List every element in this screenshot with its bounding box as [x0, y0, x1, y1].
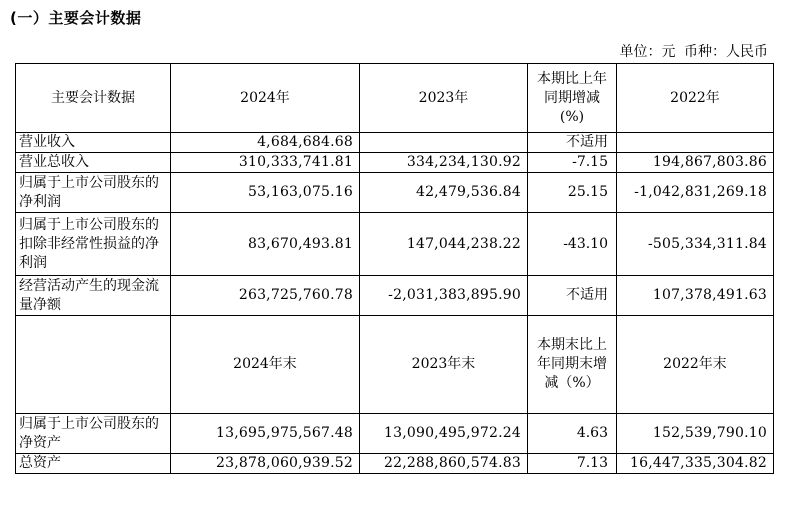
table-row	[16, 414, 774, 454]
table-row	[16, 153, 774, 173]
table-header-row-period-end	[16, 316, 774, 414]
value-cell: -1,042,831,269.18	[617, 173, 774, 213]
value-cell: 147,044,238.22	[360, 213, 528, 276]
value-cell: -2,031,383,895.90	[360, 276, 528, 316]
table-row	[16, 276, 774, 316]
header-cell: 2023年	[360, 64, 528, 133]
row-label: 经营活动产生的现金流量净额	[16, 276, 171, 316]
value-cell: 263,725,760.78	[171, 276, 360, 316]
section-title: (一）主要会计数据	[10, 9, 142, 27]
value-cell: 16,447,335,304.82	[617, 454, 774, 474]
row-label: 归属于上市公司股东的净资产	[16, 414, 171, 454]
row-label: 归属于上市公司股东的扣除非经常性损益的净利润	[16, 213, 171, 276]
value-cell: 22,288,860,574.83	[360, 454, 528, 474]
value-cell: 194,867,803.86	[617, 153, 774, 173]
header-cell: 本期比上年同期增减(%)	[528, 64, 617, 133]
accounting-data-table	[15, 63, 774, 474]
change-cell: 4.63	[528, 414, 617, 454]
header-cell: 2024年末	[171, 316, 360, 414]
header-cell: 2024年	[171, 64, 360, 133]
value-cell: 13,090,495,972.24	[360, 414, 528, 454]
header-cell: 2022年末	[617, 316, 774, 414]
row-label: 归属于上市公司股东的净利润	[16, 173, 171, 213]
value-cell: 42,479,536.84	[360, 173, 528, 213]
table-row	[16, 454, 774, 474]
value-cell: 53,163,075.16	[171, 173, 360, 213]
row-label: 总资产	[16, 454, 171, 474]
value-cell	[360, 133, 528, 153]
change-cell: -43.10	[528, 213, 617, 276]
header-cell: 主要会计数据	[16, 64, 171, 133]
change-cell: -7.15	[528, 153, 617, 173]
table-row	[16, 213, 774, 276]
row-label: 营业收入	[16, 133, 171, 153]
header-cell	[16, 316, 171, 414]
value-cell: 13,695,975,567.48	[171, 414, 360, 454]
value-cell: 310,333,741.81	[171, 153, 360, 173]
header-cell: 2023年末	[360, 316, 528, 414]
unit-label: 单位：元	[619, 44, 676, 60]
row-label: 营业总收入	[16, 153, 171, 173]
change-cell: 不适用	[528, 276, 617, 316]
currency-label: 币种：人民币	[684, 44, 768, 60]
table-row	[16, 133, 774, 153]
header-cell: 2022年	[617, 64, 774, 133]
value-cell: 152,539,790.10	[617, 414, 774, 454]
value-cell: 83,670,493.81	[171, 213, 360, 276]
value-cell: 107,378,491.63	[617, 276, 774, 316]
change-cell: 25.15	[528, 173, 617, 213]
value-cell	[617, 133, 774, 153]
value-cell: 334,234,130.92	[360, 153, 528, 173]
value-cell: 4,684,684.68	[171, 133, 360, 153]
value-cell: 23,878,060,939.52	[171, 454, 360, 474]
change-cell: 7.13	[528, 454, 617, 474]
unit-line	[616, 41, 768, 61]
table-row	[16, 173, 774, 213]
change-cell: 不适用	[528, 133, 617, 153]
header-cell: 本期末比上年同期末增减（%）	[528, 316, 617, 414]
value-cell: -505,334,311.84	[617, 213, 774, 276]
table-header-row	[16, 64, 774, 133]
